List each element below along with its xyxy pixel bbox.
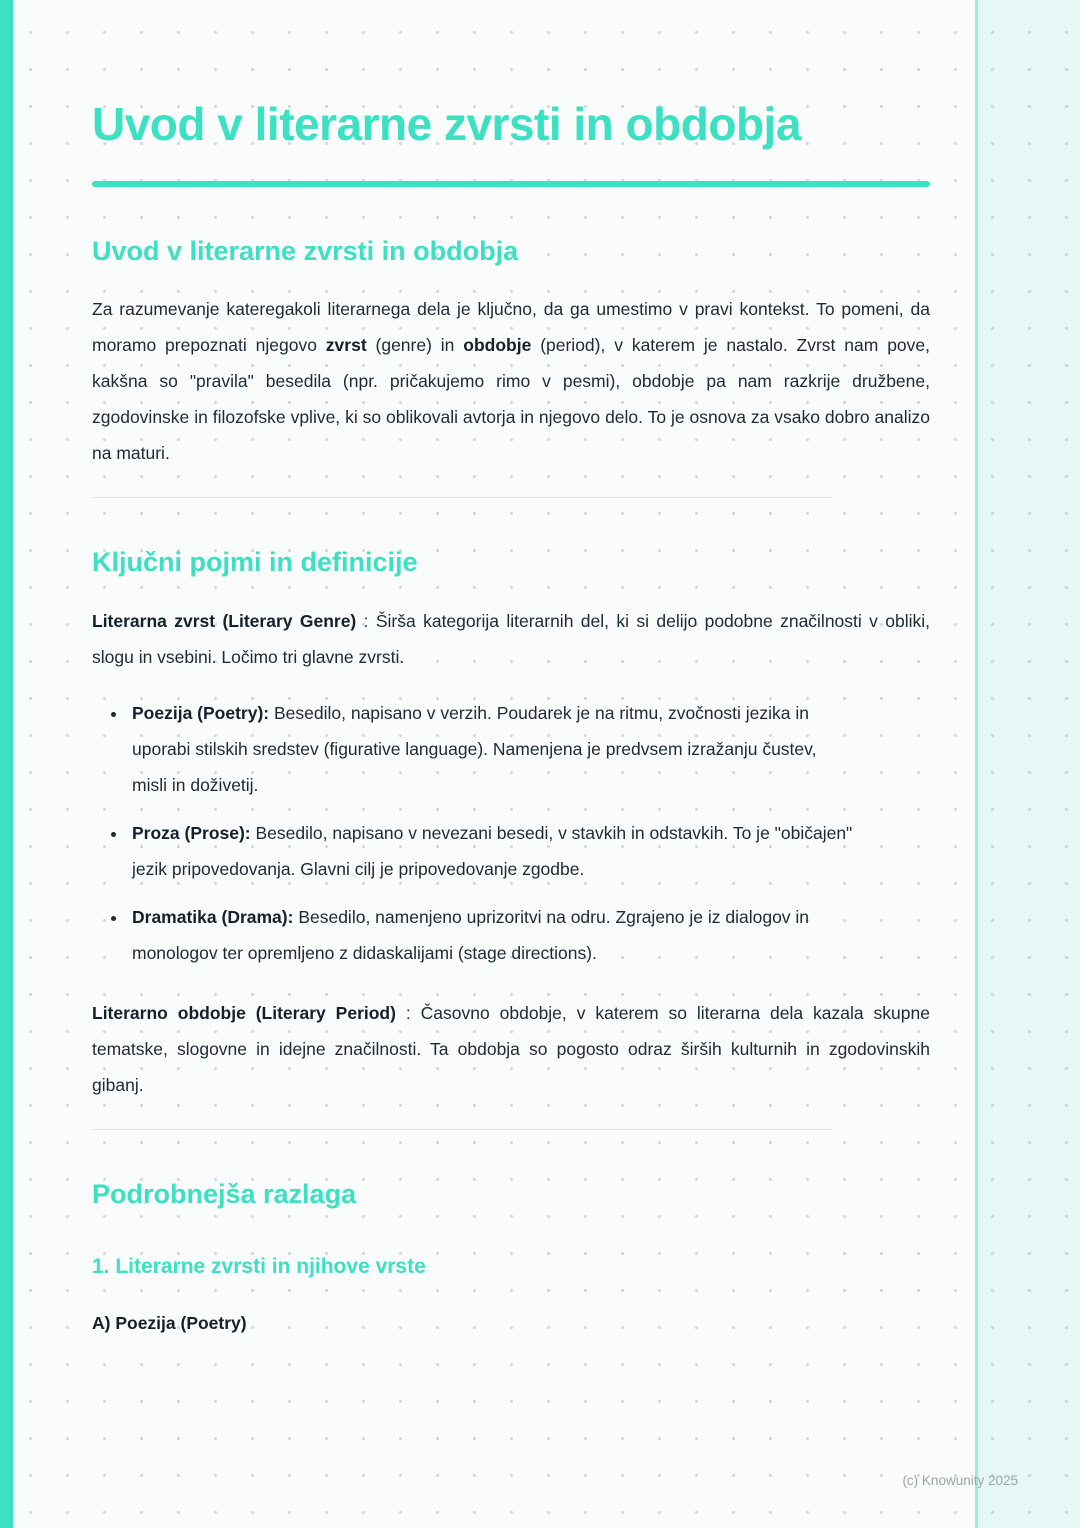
list-item: • Proza (Prose): Besedilo, napisano v nevezani besedi, v stavkih in odstavkih. To je "običajen" jezik pripovedovanja. Glavni cilj je pripovedovanje zgodbe. [128,815,856,887]
intro-paragraph: Za razumevanje kateregakoli literarnega dela je ključno, da ga umestimo v pravi kontekst. To pomeni, da moramo prepoznati njegovo zvrst (genre) in obdobje (period), v katerem je nastalo. Zvrst nam pove, kakšna so "pravila" besedila (npr. pričakujemo rimo v pesmi), obdobje pa nam razkrije družbene, zgodovinske in filozofske vplive, ki so oblikovali avtorja in njegovo delo. To je osnova za vsako dobro analizo na maturi. [92,299,930,464]
genre-definition-paragraph: Literarna zvrst (Literary Genre) : Širša kategorija literarnih del, ki si delijo podobne značilnosti v obliki, slogu in vsebini. Ločimo tri glavne zvrsti. [92,610,931,667]
subsection-heading-genres: 1. Literarne zvrsti in njihove vrste [92,1255,426,1279]
document-content [92,0,930,1334]
section-heading-details: Podrobnejša razlaga [92,1178,357,1209]
right-margin-column [975,0,1080,1528]
period-definition-paragraph: Literarno obdobje (Literary Period) : Časovno obdobje, v katerem so literarna dela kazala skupne tematske, slogovne in idejne značilnosti. Ta obdobja so pogosto odraz širših kulturnih in zgodovinskih gibanj. [92,1002,930,1095]
section-divider [92,497,832,498]
page-title: Uvod v literarne zvrsti in obdobja [92,98,801,150]
list-item: • Poezija (Poetry): Besedilo, napisano v verzih. Poudarek je na ritmu, zvočnosti jezika in uporabi stilskih sredstev (figurative language). Namenjena je predvsem izražanju čustev, misli in doživetij. [128,695,856,803]
section-divider [92,1129,832,1130]
copyright-note: (c) Knowunity 2025 [902,1473,1018,1488]
list-item: • Dramatika (Drama): Besedilo, namenjeno uprizoritvi na odru. Zgrajeno je iz dialogov in monologov ter opremljeno z didaskalijami (stage directions). [128,899,856,971]
sub-item-heading-poetry: A) Poezija (Poetry) [92,1313,247,1334]
title-underline-rule [92,181,930,187]
section-heading-key-terms: Ključni pojmi in definicije [92,547,418,578]
section-heading-intro: Uvod v literarne zvrsti in obdobja [92,235,519,266]
genre-bullet-list [92,695,930,971]
left-accent-stripe [0,0,13,1528]
